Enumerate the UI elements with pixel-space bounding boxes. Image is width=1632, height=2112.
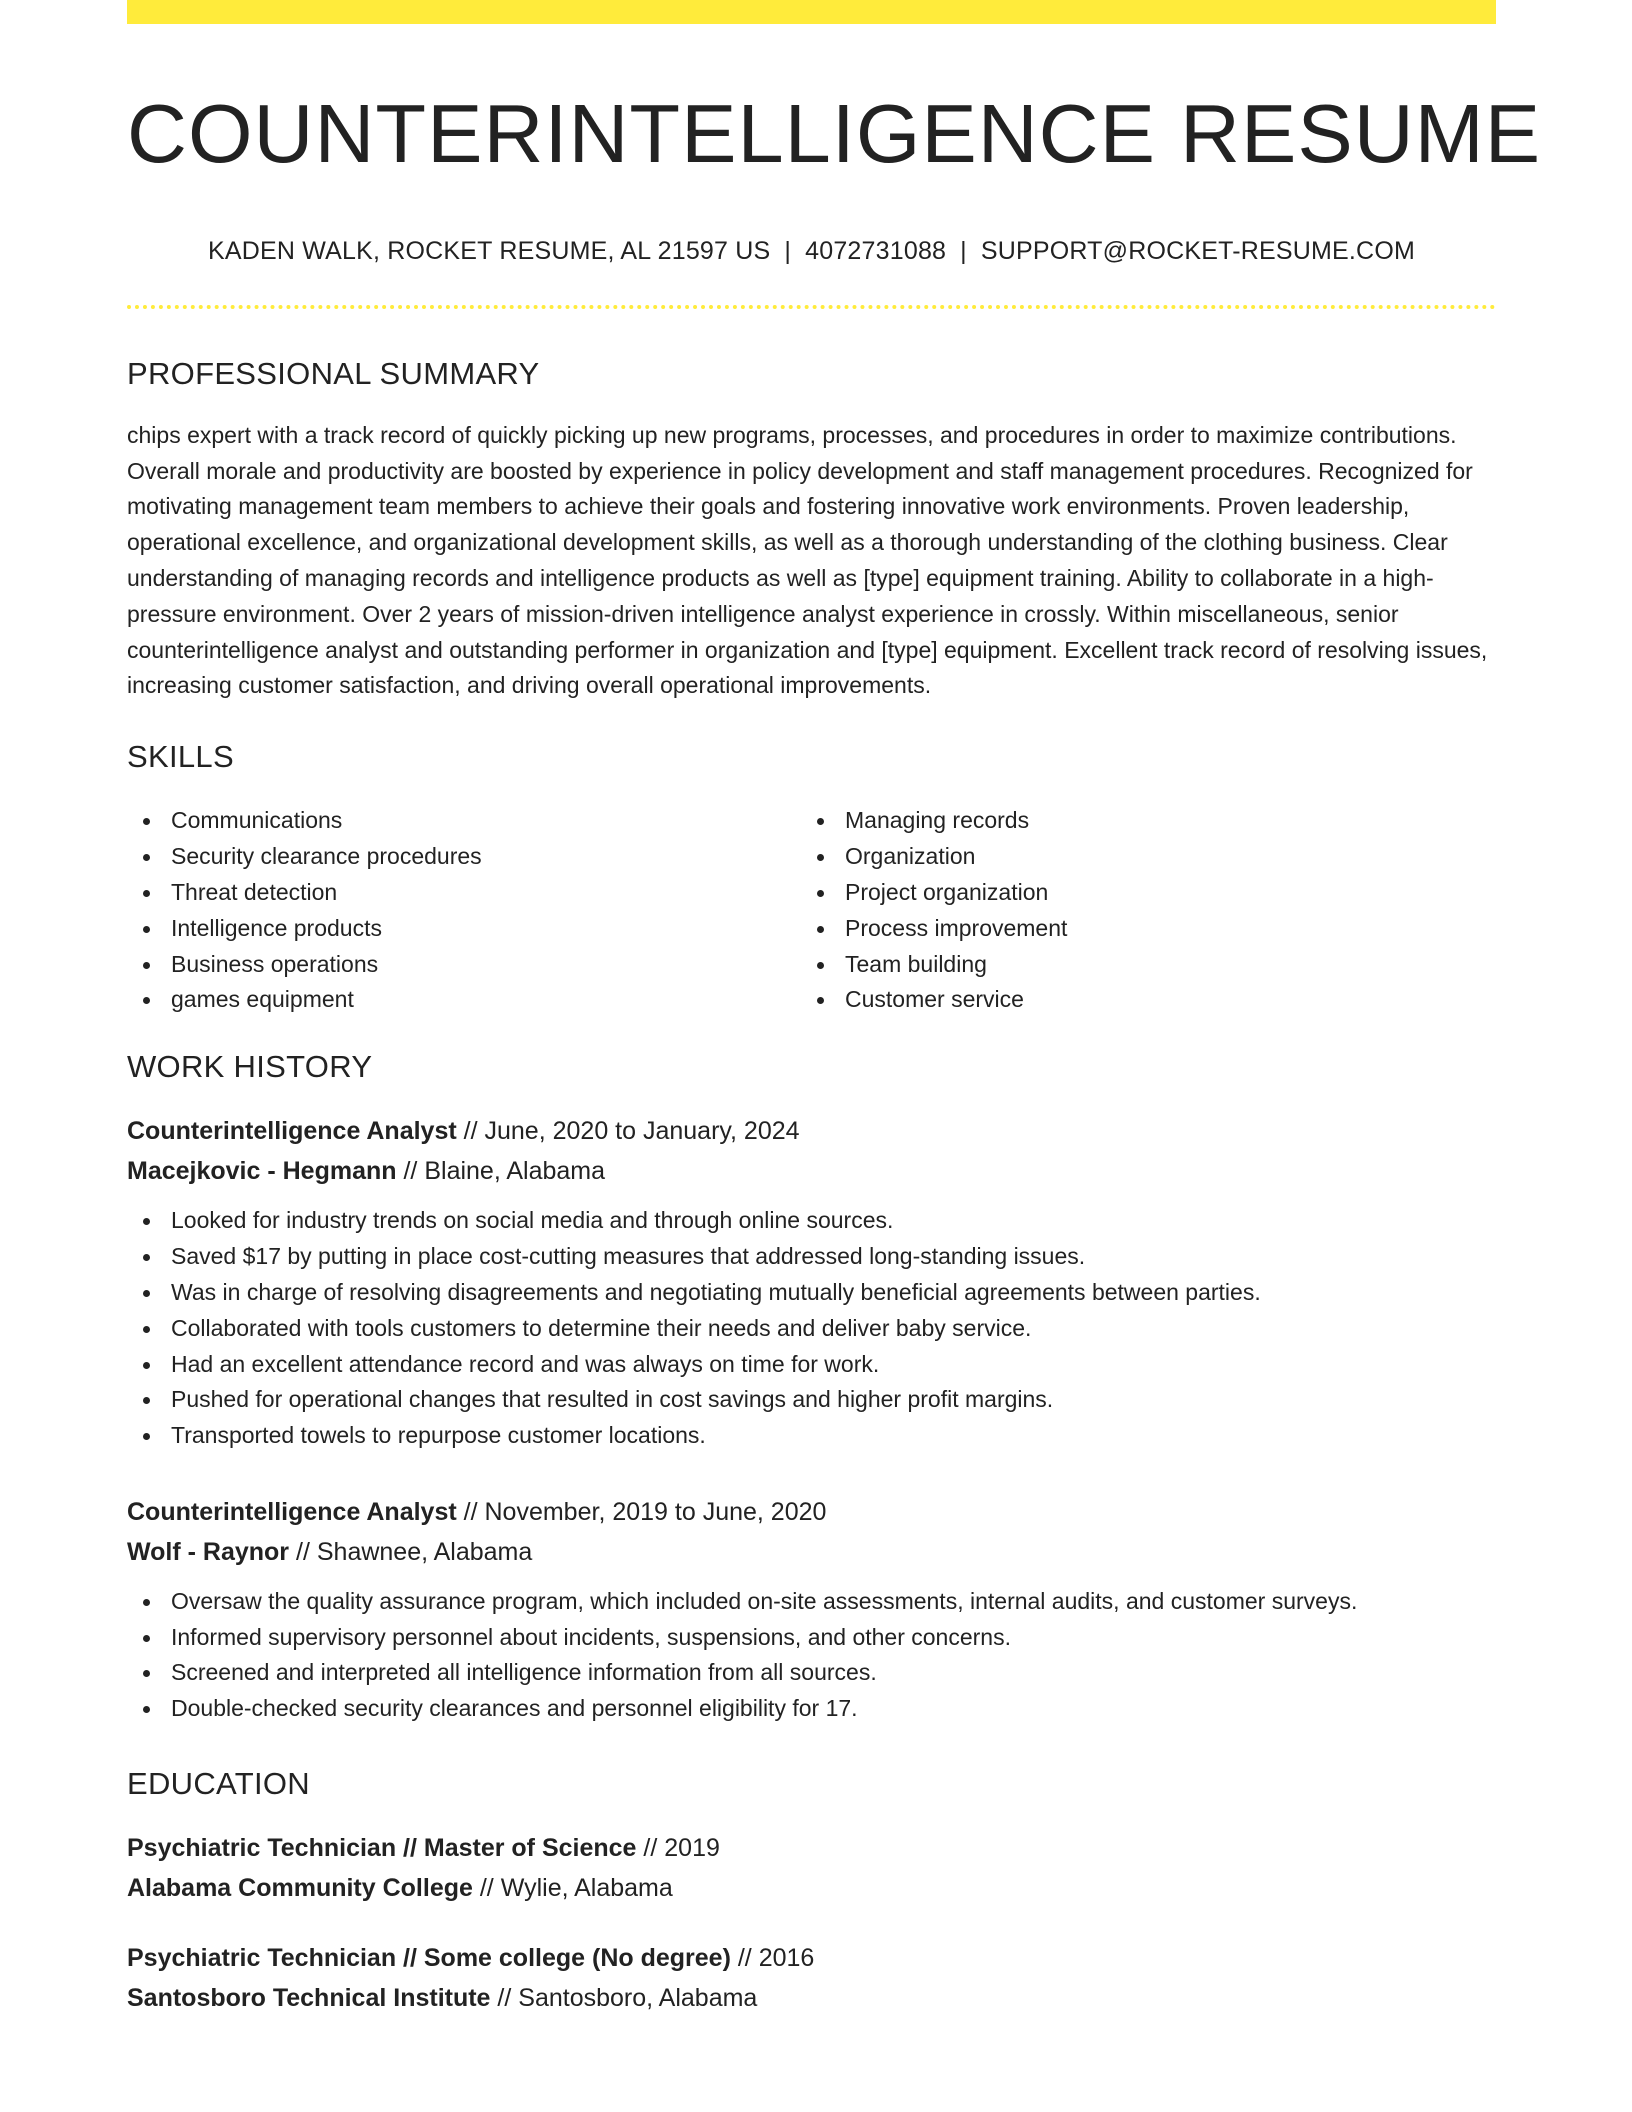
skill-item: Managing records [801, 803, 1067, 839]
job-company: Macejkovic - Hegmann [127, 1157, 397, 1186]
company-separator: // [296, 1537, 310, 1566]
job-bullet: Collaborated with tools customers to determine their needs and deliver baby service. [127, 1311, 1496, 1347]
work-history-section [127, 1048, 1496, 1727]
school-line [127, 1868, 1496, 1908]
job-company-line [127, 1151, 1496, 1191]
job-bullet: Looked for industry trends on social media and through online sources. [127, 1203, 1496, 1239]
skill-item: games equipment [127, 982, 801, 1018]
education-entry [127, 1828, 1496, 1908]
skills-section [127, 738, 1496, 1018]
skill-item: Business operations [127, 947, 801, 983]
job-entry [127, 1111, 1496, 1454]
company-separator: // [403, 1157, 418, 1186]
school-separator: // [497, 1984, 512, 2013]
title-separator: // [463, 1497, 478, 1526]
summary-heading: PROFESSIONAL SUMMARY [127, 355, 540, 391]
graduation-year: 2019 [664, 1834, 720, 1863]
job-title-line [127, 1111, 1496, 1151]
school-location: Santosboro, Alabama [518, 1984, 758, 2013]
skill-item: Threat detection [127, 875, 801, 911]
job-location: Blaine, Alabama [424, 1157, 606, 1186]
skills-list-right [801, 803, 1067, 1018]
job-bullet: Oversaw the quality assurance program, which included on-site assessments, internal audits, and customer surveys. [127, 1584, 1496, 1620]
skills-heading: SKILLS [127, 739, 234, 775]
work-history-heading: WORK HISTORY [127, 1049, 373, 1085]
job-bullets [127, 1584, 1496, 1727]
education-entry [127, 1938, 1496, 2018]
job-bullet: Pushed for operational changes that resulted in cost savings and higher profit margins. [127, 1382, 1496, 1418]
contact-phone: 4072731088 [805, 236, 947, 265]
skill-item: Intelligence products [127, 911, 801, 947]
job-bullet: Informed supervisory personnel about incidents, suspensions, and other concerns. [127, 1620, 1496, 1656]
contact-line [127, 237, 1496, 266]
job-title-line [127, 1492, 1496, 1532]
school-separator: // [479, 1874, 494, 1903]
skill-item: Security clearance procedures [127, 839, 801, 875]
job-bullet: Double-checked security clearances and personnel eligibility for 17. [127, 1691, 1496, 1727]
school-name: Alabama Community College [127, 1874, 473, 1903]
degree-line [127, 1828, 1496, 1868]
skill-item: Communications [127, 803, 801, 839]
resume-page [127, 0, 1542, 2018]
job-location: Shawnee, Alabama [316, 1537, 533, 1566]
job-company-line [127, 1532, 1496, 1572]
dotted-divider [127, 305, 1496, 309]
education-section [127, 1765, 1496, 2018]
skills-list-left [127, 803, 801, 1018]
contact-address: KADEN WALK, ROCKET RESUME, AL 21597 US [207, 236, 771, 265]
job-bullet: Had an excellent attendance record and was always on time for work. [127, 1347, 1496, 1383]
job-company: Wolf - Raynor [127, 1537, 290, 1566]
resume-title: COUNTERINTELLIGENCE RESUME [127, 87, 1542, 180]
degree: Psychiatric Technician // Some college (No degree) [127, 1944, 731, 1973]
contact-separator: | [960, 236, 967, 265]
degree: Psychiatric Technician // Master of Science [127, 1834, 637, 1863]
degree-separator: // [643, 1834, 658, 1863]
skill-item: Project organization [801, 875, 1067, 911]
job-title: Counterintelligence Analyst [127, 1497, 457, 1526]
job-bullets [127, 1203, 1496, 1454]
degree-line [127, 1938, 1496, 1978]
skill-item: Process improvement [801, 911, 1067, 947]
skill-item: Team building [801, 947, 1067, 983]
graduation-year: 2016 [758, 1944, 815, 1973]
school-location: Wylie, Alabama [500, 1874, 673, 1903]
job-bullet: Saved $17 by putting in place cost-cutting measures that addressed long-standing issues. [127, 1239, 1496, 1275]
education-heading: EDUCATION [127, 1766, 310, 1802]
professional-summary-section [127, 355, 1496, 705]
job-dates: November, 2019 to June, 2020 [484, 1497, 827, 1526]
job-title: Counterintelligence Analyst [127, 1117, 457, 1146]
contact-email: SUPPORT@ROCKET-RESUME.COM [980, 236, 1415, 265]
school-name: Santosboro Technical Institute [127, 1984, 491, 2013]
title-separator: // [463, 1117, 478, 1146]
job-entry [127, 1492, 1496, 1727]
summary-text: chips expert with a track record of quickly picking up new programs, processes, and procedures in order to maximize contributions. Overall morale and productivity are boosted by experience in policy development and staff management procedures. Recognized for motivating management team members to achieve their goals and fostering innovative work environments. Proven leadership, operational excellence, and organizational development skills, as well as a thorough understanding of the clothing business. Clear understanding of managing records and intelligence products as well as [type] equipment training. Ability to collaborate in a high-pressure environment. Over 2 years of mission-driven intelligence analyst experience in crossly. Within miscellaneous, senior counterintelligence analyst and outstanding performer in organization and [type] equipment. Excellent track record of resolving issues, increasing customer satisfaction, and driving overall operational improvements. [127, 421, 1488, 699]
job-bullet: Transported towels to repurpose customer locations. [127, 1418, 1496, 1454]
job-bullet: Screened and interpreted all intelligence information from all sources. [127, 1655, 1496, 1691]
school-line [127, 1978, 1496, 2018]
skill-item: Organization [801, 839, 1067, 875]
skills-grid [127, 803, 1496, 1018]
job-dates: June, 2020 to January, 2024 [484, 1117, 800, 1146]
degree-separator: // [737, 1944, 752, 1973]
contact-separator: | [784, 236, 792, 265]
top-accent-bar [127, 0, 1496, 24]
job-bullet: Was in charge of resolving disagreements and negotiating mutually beneficial agreements between parties. [127, 1275, 1496, 1311]
skill-item: Customer service [801, 982, 1067, 1018]
